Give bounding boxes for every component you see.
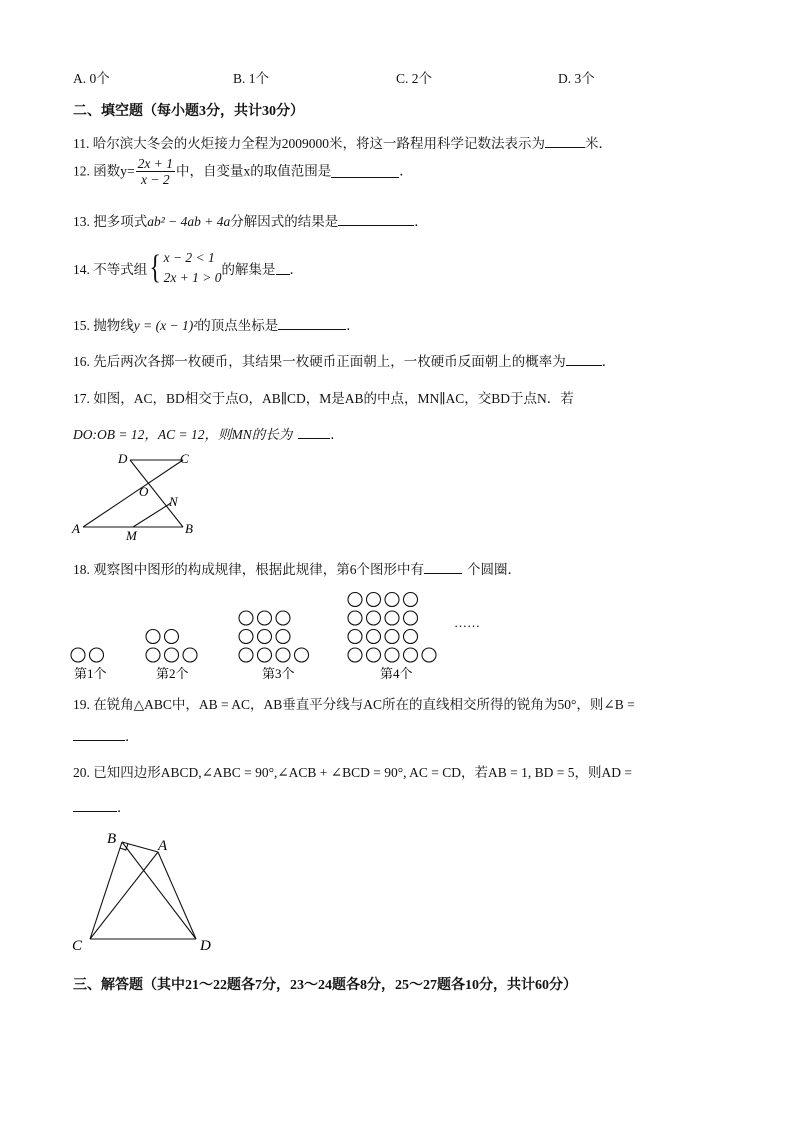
label-a: A <box>158 838 168 854</box>
pattern-circle <box>385 611 399 625</box>
pattern-circle <box>367 611 381 625</box>
choice-a: A. 0个 <box>73 71 110 86</box>
pattern-circle <box>165 648 179 662</box>
inequality-1: x − 2 < 1 <box>163 250 215 265</box>
figure-label-1: 第1个 <box>74 666 107 681</box>
answer-blank <box>338 213 414 226</box>
segment-bd <box>122 842 196 939</box>
pattern-circle <box>385 593 399 607</box>
label-o: O <box>139 484 149 499</box>
q17-geometry-figure <box>68 450 208 542</box>
pattern-circle <box>258 611 272 625</box>
fraction-numerator: 2x + 1 <box>137 156 173 171</box>
segment-ca <box>90 852 158 939</box>
q18-circle-pattern <box>66 580 516 682</box>
pattern-circle <box>90 648 104 662</box>
q13-end: ． <box>414 214 428 229</box>
q13-text: 13. 把多项式 <box>73 214 148 229</box>
pattern-circle <box>404 630 418 644</box>
pattern-circle <box>348 630 362 644</box>
section2-title: 二、填空题（每小题3分，共计30分） <box>73 104 304 119</box>
pattern-circle <box>239 630 253 644</box>
pattern-circle <box>348 648 362 662</box>
q15-post: 的顶点坐标是 <box>197 318 279 333</box>
q15-text: 15. 抛物线 <box>73 318 134 333</box>
label-d: D <box>118 451 128 466</box>
label-a: A <box>72 521 80 536</box>
question-15 <box>73 314 360 334</box>
pattern-circle <box>385 648 399 662</box>
pattern-circle <box>165 630 179 644</box>
pattern-circle <box>276 611 290 625</box>
q17-text: DO:OB = 12，AC = 12，则MN的长为 <box>73 427 293 442</box>
label-c: C <box>180 451 189 466</box>
pattern-circle <box>276 648 290 662</box>
question-17-line2 <box>73 423 344 443</box>
q11-post: 米． <box>585 136 612 151</box>
question-13 <box>73 210 428 230</box>
section3-title: 三、解答题（其中21～22题各7分，23～24题各8分，25～27题各10分，共计60分） <box>73 978 577 993</box>
q18-text: 18. 观察图中图形的构成规律，根据此规律，第6个图形中有 <box>73 562 424 577</box>
pattern-circle <box>367 648 381 662</box>
q12-text: 12. 函数y= <box>73 163 135 179</box>
label-d: D <box>200 938 211 954</box>
answer-blank <box>424 561 462 574</box>
pattern-circle <box>239 611 253 625</box>
pattern-circle <box>71 648 85 662</box>
question-20-line2 <box>73 796 131 816</box>
choice-b: B. 1个 <box>233 71 270 86</box>
label-b: B <box>107 831 117 847</box>
pattern-circle <box>385 630 399 644</box>
question-11 <box>73 132 612 152</box>
fraction <box>136 156 175 187</box>
brace-symbol: { <box>149 249 162 286</box>
answer-blank <box>278 317 346 330</box>
pattern-circle <box>146 648 160 662</box>
q17-end: ． <box>330 427 344 442</box>
question-19-line1: 19. 在锐角△ABC中，AB = AC，AB垂直平分线与AC所在的直线相交所得的锐角为50°，则∠B = <box>73 697 635 712</box>
q14-text: 14. 不等式组 <box>73 262 148 277</box>
ellipsis: …… <box>454 615 480 630</box>
answer-blank <box>298 426 330 439</box>
label-c: C <box>72 938 83 954</box>
answer-blank <box>73 799 117 812</box>
question-12 <box>73 156 413 187</box>
pattern-circle <box>367 593 381 607</box>
label-n: N <box>169 494 178 509</box>
q13-post: 分解因式的结果是 <box>230 214 339 229</box>
segment-bc <box>90 842 122 939</box>
question-20-line1: 20. 已知四边形ABCD,∠ABC = 90°,∠ACB + ∠BCD = 90°, AC = CD，若AB = 1, BD = 5，则AD = <box>73 765 632 780</box>
pattern-circle <box>367 630 381 644</box>
pattern-circle <box>404 611 418 625</box>
segment-ac <box>83 460 183 527</box>
pattern-circle <box>348 611 362 625</box>
inequality-2: 2x + 1 > 0 <box>163 270 222 285</box>
q12-end: ． <box>399 163 413 179</box>
figure-label-2: 第2个 <box>156 666 189 681</box>
answer-blank <box>276 262 290 275</box>
pattern-circle <box>404 648 418 662</box>
figure-label-4: 第4个 <box>380 666 413 681</box>
question-18 <box>73 558 521 578</box>
q15-expression: y = (x − 1)² <box>133 318 198 333</box>
question-17-line1: 17. 如图，AC，BD相交于点O，AB∥CD，M是AB的中点，MN∥AC，交BD于点N．若 <box>73 391 574 406</box>
q20-end: ． <box>117 800 131 815</box>
pattern-circle <box>422 648 436 662</box>
fraction-denominator: x − 2 <box>141 172 170 187</box>
label-b: B <box>185 521 193 536</box>
q16-end: ． <box>601 354 616 369</box>
q14-end: ． <box>289 262 304 277</box>
q20-geometry-figure <box>66 826 226 954</box>
question-14 <box>73 248 303 288</box>
q12-post: 中，自变量x的取值范围是 <box>175 163 332 179</box>
pattern-circle <box>295 648 309 662</box>
q16-text: 16. 先后两次各掷一枚硬币，其结果一枚硬币正面朝上，一枚硬币反面朝上的概率为 <box>73 354 566 369</box>
pattern-circle <box>258 648 272 662</box>
choice-c: C. 2个 <box>396 71 433 86</box>
pattern-circle <box>348 593 362 607</box>
question-16 <box>73 350 615 370</box>
q13-expression: ab² − 4ab + 4a <box>147 214 231 229</box>
inequality-system <box>164 248 222 288</box>
label-m: M <box>126 528 137 542</box>
choice-d: D. 3个 <box>558 71 595 86</box>
pattern-circle <box>183 648 197 662</box>
pattern-circle <box>258 630 272 644</box>
answer-blank <box>545 135 585 148</box>
q15-end: ． <box>346 318 360 333</box>
q19-end: ． <box>125 729 139 744</box>
pattern-circle <box>276 630 290 644</box>
pattern-circle <box>239 648 253 662</box>
figure-label-3: 第3个 <box>262 666 295 681</box>
segment-ad <box>158 852 196 939</box>
pattern-circle <box>146 630 160 644</box>
answer-blank <box>331 165 399 178</box>
pattern-circle <box>404 593 418 607</box>
segment-mn <box>133 503 171 527</box>
q11-text: 11. 哈尔滨大冬会的火炬接力全程为2009000米，将这一路程用科学记数法表示为 <box>73 136 545 151</box>
q18-post: 个圆圈． <box>467 562 521 577</box>
answer-blank <box>566 353 602 366</box>
q14-post: 的解集是 <box>221 262 276 277</box>
question-19-line2 <box>73 725 139 745</box>
answer-blank <box>73 728 125 741</box>
